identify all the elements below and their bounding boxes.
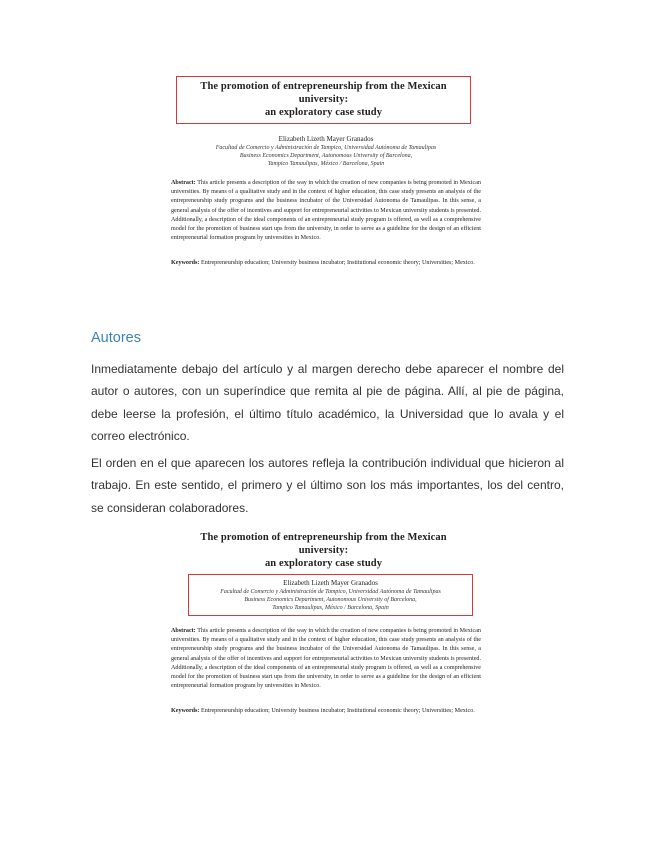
paper-excerpt-title-highlighted — [171, 76, 481, 316]
author-name: Elizabeth Lizeth Mayer Granados — [283, 579, 378, 587]
keywords — [171, 707, 481, 716]
author-affiliation-3: Tampico Tamaulipas, México / Barcelona, Spain — [267, 161, 385, 167]
paper-title-line-2: an exploratory case study — [264, 558, 383, 569]
abstract-label: Abstract: — [171, 628, 196, 634]
author-name: Elizabeth Lizeth Mayer Granados — [278, 135, 374, 143]
keywords-text: Entrepreneurship education; University business incubator; Institutional economic theory; Universities; Mexico. — [200, 260, 475, 267]
abstract — [171, 179, 481, 243]
abstract-text: This article presents a description of the way in which the creation of new companies is being promoted in Mexican universities. By means of a qualitative study and in the context of higher education, this case study presents an analysis of the entrepreneurship study programs and the business incubator of the Universidad Autonoma de Tamaulipas. In this sense, a general analysis of the offer of incentives and support for entrepreneurial activities to Mexican university students is presented. Additionally, a description of the ideal components of an entrepreneurial study program is offered, as well as a comprehensive model for the promotion of business start ups from the university, in order to serve as a guideline for the design of an efficient entrepreneurial formation program by universities in Mexico. — [171, 628, 481, 690]
paper-title-line-1: The promotion of entrepreneurship from the Mexican university: — [200, 532, 447, 556]
paper-excerpt-author-highlighted — [171, 528, 481, 768]
author-block — [171, 135, 481, 168]
body-paragraph-1: Inmediatamente debajo del artículo y al margen derecho debe aparecer el nombre del autor o autores, con un superíndice que remita al pie de página. Allí, al pie de página, debe leerse la profesión, el último título académico, la Universidad que lo avala y el correo electrónico. — [91, 362, 564, 443]
author-block-highlight-box — [188, 574, 473, 616]
paper-title-line-2: an exploratory case study — [264, 107, 383, 118]
keywords-text: Entrepreneurship education; University business incubator; Institutional economic theory; Universities; Mexico. — [200, 708, 475, 715]
paper-title-line-1: The promotion of entrepreneurship from the Mexican university: — [200, 81, 447, 105]
abstract-label: Abstract: — [171, 180, 196, 186]
abstract-text: This article presents a description of the way in which the creation of new companies is being promoted in Mexican universities. By means of a qualitative study and in the context of higher education, this case study presents an analysis of the entrepreneurship study programs and the business incubator of the Universidad Autonoma de Tamaulipas. In this sense, a general analysis of the offer of incentives and support for entrepreneurial activities to Mexican university students is presented. Additionally, a description of the ideal components of an entrepreneurial study program is offered, as well as a comprehensive model for the promotion of business start ups from the university, in order to serve as a guideline for the design of an efficient entrepreneurial formation program by universities in Mexico. — [171, 180, 481, 242]
author-affiliation-2: Business Economics Department, Autonomous University of Barcelona, — [239, 153, 413, 159]
keywords — [171, 259, 481, 268]
author-affiliation-2: Business Economics Department, Autonomous University of Barcelona, — [244, 597, 417, 603]
section-heading: Autores — [91, 330, 141, 346]
body-paragraph-2: El orden en el que aparecen los autores refleja la contribución individual que hicieron al trabajo. En este sentido, el primero y el último son los más importantes, los del centro, se consideran colaboradores. — [91, 456, 564, 515]
author-affiliation-1: Facultad de Comercio y Administración de Tampico, Universidad Autónoma de Tamaulipas — [215, 145, 437, 151]
keywords-label: Keywords: — [171, 708, 200, 715]
keywords-label: Keywords: — [171, 260, 200, 267]
paper-title-highlight-box — [176, 76, 471, 124]
author-affiliation-1: Facultad de Comercio y Administración de Tampico, Universidad Autónoma de Tamaulipas — [220, 589, 441, 595]
paper-title — [176, 528, 471, 572]
abstract — [171, 627, 481, 691]
author-affiliation-3: Tampico Tamaulipas, México / Barcelona, Spain — [272, 605, 389, 611]
